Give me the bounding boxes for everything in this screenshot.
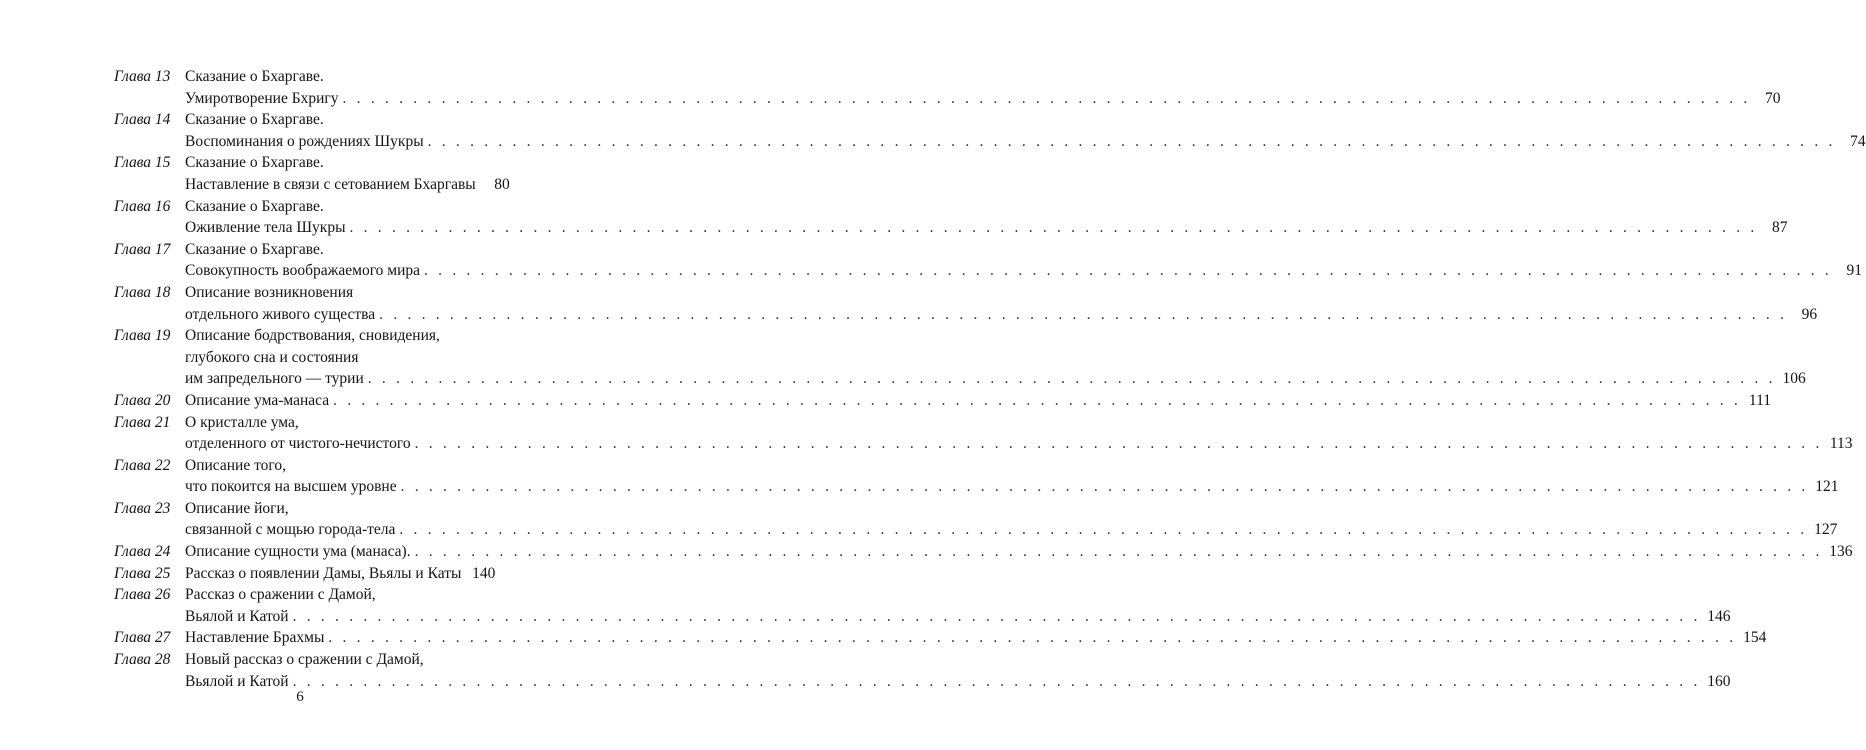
entry-title-line: Сказание о Бхаргаве.	[185, 240, 324, 258]
entry-title-line: глубокого сна и состояния	[185, 348, 359, 366]
page-number: 87	[1771, 219, 1788, 237]
page-number: 160	[1707, 672, 1731, 690]
dot-leader	[401, 476, 1809, 498]
page-number: 96	[1801, 305, 1818, 323]
dot-leader	[424, 260, 1832, 282]
toc-entry	[114, 455, 1839, 498]
toc-entry	[114, 584, 1731, 627]
dot-leader	[379, 304, 1787, 326]
entry-title-line: Новый рассказ о сражении с Дамой,	[185, 651, 424, 669]
entry-title-line: Сказание о Бхаргаве.	[185, 154, 324, 172]
toc-entry	[114, 541, 1853, 563]
dot-leader	[343, 88, 1751, 110]
chapter-label: Глава 19	[114, 327, 171, 345]
toc-entry	[114, 627, 1767, 649]
entry-title-line: связанной с мощью города-тела	[185, 521, 396, 539]
toc-entry	[114, 109, 1866, 152]
entry-title-line: Рассказ о появлении Дамы, Вьялы и Каты	[185, 564, 462, 582]
chapter-label: Глава 27	[114, 629, 171, 647]
page-number: 136	[1829, 543, 1853, 561]
entry-title-line: Совокупность воображаемого мира	[185, 262, 421, 280]
entry-title-line: Воспоминания о рождениях Шукры	[185, 132, 424, 150]
table-of-contents	[114, 66, 1866, 692]
toc-entry	[114, 66, 1781, 109]
page-number: 127	[1814, 521, 1838, 539]
page-number: 106	[1782, 370, 1806, 388]
toc-entry	[114, 498, 1838, 541]
chapter-label: Глава 21	[114, 413, 171, 431]
page-number: 111	[1748, 391, 1772, 409]
page-number: 113	[1829, 435, 1853, 453]
dot-leader	[333, 390, 1741, 412]
entry-title-line: Наставление Брахмы	[185, 629, 325, 647]
entry-title-line: Описание бодрствования, сновидения,	[185, 327, 440, 345]
page-folio: 6	[296, 689, 304, 705]
toc-entry	[114, 390, 1772, 412]
chapter-label: Глава 26	[114, 586, 171, 604]
chapter-label: Глава 14	[114, 111, 171, 129]
dot-leader	[328, 627, 1736, 649]
chapter-label: Глава 20	[114, 391, 171, 409]
entry-title-line: им запредельного — турии	[185, 370, 364, 388]
chapter-label: Глава 28	[114, 651, 171, 669]
toc-entry	[114, 325, 1806, 390]
entry-title-line: Описание ума-манаса	[185, 391, 330, 409]
entry-title-line: что покоится на высшем уровне	[185, 478, 397, 496]
entry-title-line: отдельного живого существа	[185, 305, 376, 323]
page-number: 140	[472, 564, 496, 582]
chapter-label: Глава 25	[114, 564, 171, 582]
dot-leader	[293, 606, 1701, 628]
entry-title-line: Сказание о Бхаргаве.	[185, 111, 324, 129]
toc-entry	[114, 649, 1731, 692]
entry-title-line: Описание сущности ума (манаса).	[185, 543, 411, 561]
chapter-label: Глава 16	[114, 197, 171, 215]
toc-entry	[114, 282, 1818, 325]
dot-leader	[350, 217, 1758, 239]
dot-leader	[368, 368, 1776, 390]
toc-entry	[114, 412, 1853, 455]
page-number: 70	[1764, 89, 1781, 107]
page-number: 80	[494, 175, 510, 193]
toc-entry	[114, 152, 510, 195]
toc-entry	[114, 239, 1862, 282]
entry-title-line: Описание того,	[185, 456, 286, 474]
entry-title-line: Описание йоги,	[185, 499, 289, 517]
toc-entry	[114, 196, 1788, 239]
entry-title-line: Умиротворение Бхригу	[185, 89, 339, 107]
dot-leader	[415, 433, 1823, 455]
chapter-label: Глава 23	[114, 499, 171, 517]
page-number: 121	[1815, 478, 1839, 496]
dot-leader	[428, 131, 1836, 153]
chapter-label: Глава 24	[114, 543, 171, 561]
page-number: 74	[1850, 132, 1866, 150]
chapter-label: Глава 17	[114, 240, 171, 258]
page-number: 154	[1743, 629, 1767, 647]
page-number: 146	[1707, 607, 1731, 625]
chapter-label: Глава 18	[114, 283, 171, 301]
chapter-label: Глава 13	[114, 68, 171, 85]
entry-title-line: отделенного от чистого-нечистого	[185, 435, 411, 453]
chapter-label: Глава 22	[114, 456, 171, 474]
page-number: 91	[1846, 262, 1862, 280]
toc-entry	[114, 563, 496, 585]
entry-title-line: Вьялой и Катой	[185, 607, 289, 625]
chapter-label: Глава 15	[114, 154, 171, 172]
dot-leader	[415, 541, 1823, 563]
dot-leader	[399, 519, 1807, 541]
entry-title-line: Вьялой и Катой	[185, 672, 289, 690]
entry-title-line: О кристалле ума,	[185, 413, 299, 431]
entry-title-line: Рассказ о сражении с Дамой,	[185, 586, 376, 604]
entry-title-line: Оживление тела Шукры	[185, 219, 346, 237]
entry-title-line: Наставление в связи с сетованием Бхаргавы	[185, 175, 476, 193]
entry-title-line: Сказание о Бхаргаве.	[185, 68, 324, 85]
entry-title-line: Сказание о Бхаргаве.	[185, 197, 324, 215]
entry-title-line: Описание возникновения	[185, 283, 354, 301]
